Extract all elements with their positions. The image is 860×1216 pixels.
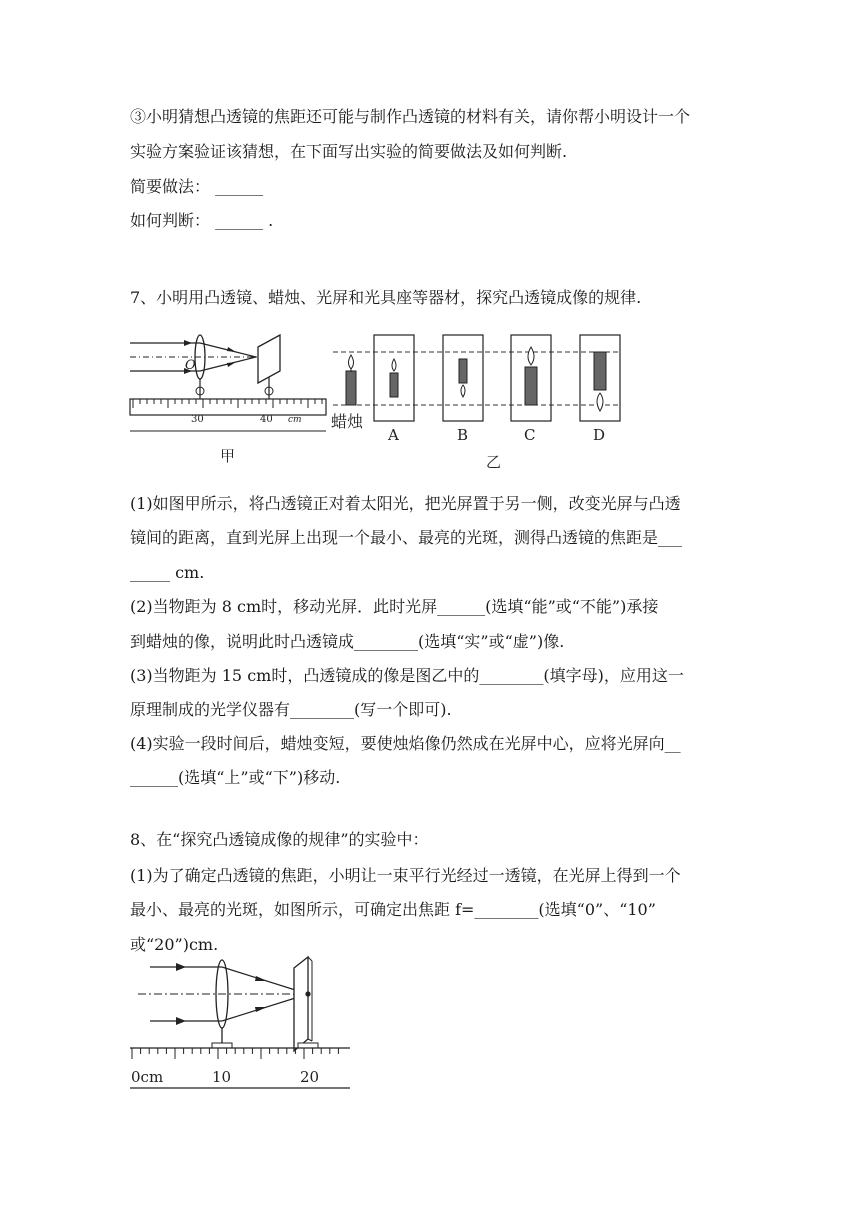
figure-jia-label: 甲	[220, 447, 236, 465]
q8-part1-line3: 或“20”)cm.	[130, 935, 219, 954]
q7-part4-line2: ______(选填“上”或“下”)移动.	[130, 768, 341, 787]
q7-figure	[128, 325, 628, 475]
q7-stem: 7、小明用凸透镜、蜡烛、光屏和光具座等器材，探究凸透镜成像的规律.	[130, 288, 642, 307]
option-a-image	[374, 335, 414, 421]
lens-center-label: O	[185, 358, 196, 373]
q7-part1-line3: _____ cm.	[130, 563, 205, 582]
option-d-image	[580, 335, 620, 421]
scale-20-label: 20	[300, 1068, 320, 1086]
figure-yi-label: 乙	[486, 453, 502, 471]
q6-part3-line1: ③小明猜想凸透镜的焦距还可能与制作凸透镜的材料有关，请你帮小明设计一个	[130, 107, 691, 126]
light-screen	[258, 335, 280, 383]
optical-bench	[130, 399, 326, 415]
light-screen	[294, 957, 308, 1051]
option-c-image	[511, 335, 551, 421]
q7-part1-line1: (1)如图甲所示，将凸透镜正对着太阳光，把光屏置于另一侧，改变光屏与凸透	[130, 494, 681, 513]
scale-10-label: 10	[212, 1068, 232, 1086]
q7-part3-line1: (3)当物距为 15 cm时，凸透镜成的像是图乙中的________(填字母)，应用这一	[130, 666, 684, 685]
option-c-label: C	[524, 426, 536, 444]
q7-part2-line1: (2)当物距为 8 cm时，移动光屏．此时光屏______(选填“能”或“不能”)承接	[130, 597, 659, 616]
option-d-label: D	[593, 426, 606, 444]
q7-part2-line2: 到蜡烛的像，说明此时凸透镜成________(选填“实”或“虚”)像.	[130, 632, 565, 651]
q8-part1-line2: 最小、最亮的光斑，如图所示，可确定出焦距 f=________(选填“0”、“10”	[130, 900, 656, 919]
q7-part3-line2: 原理制成的光学仪器有________(写一个即可).	[130, 700, 452, 719]
q6-method-line: 简要做法： ______	[130, 177, 264, 196]
figure-jia	[130, 335, 326, 465]
q8-stem: 8、在“探究凸透镜成像的规律”的实验中：	[130, 830, 429, 849]
candle	[346, 355, 356, 405]
q7-part1-line2: 镜间的距离，直到光屏上出现一个最小、最亮的光斑，测得凸透镜的焦距是___	[130, 528, 683, 547]
candle-label: 蜡烛	[331, 412, 364, 431]
q7-part4-line1: (4)实验一段时间后，蜡烛变短，要使烛焰像仍然成在光屏中心，应将光屏向__	[130, 734, 681, 753]
option-b-image	[443, 335, 483, 421]
figure-yi	[331, 335, 620, 471]
q8-part1-line1: (1)为了确定凸透镜的焦距，小明让一束平行光经过一透镜，在光屏上得到一个	[130, 866, 681, 885]
option-b-label: B	[457, 426, 469, 444]
scale-unit-label: cm	[288, 415, 302, 425]
q8-figure	[128, 955, 358, 1095]
scale-40-label: 40	[260, 414, 273, 425]
q6-judge-line: 如何判断： ______ .	[130, 211, 274, 230]
option-a-label: A	[388, 426, 399, 444]
q6-part3-line2: 实验方案验证该猜想，在下面写出实验的简要做法及如何判断.	[130, 142, 568, 161]
scale-30-label: 30	[191, 414, 204, 425]
scale-0-label: 0cm	[131, 1068, 164, 1086]
